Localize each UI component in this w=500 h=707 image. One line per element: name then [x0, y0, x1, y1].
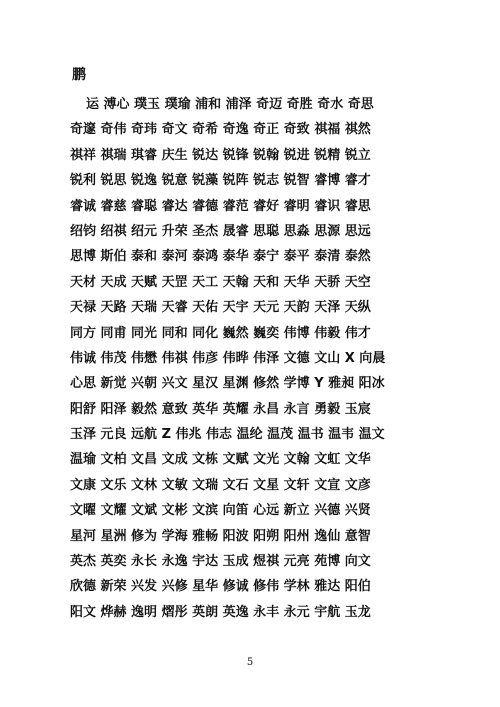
- name-row: 锐利 锐思 锐逸 锐意 锐藻 锐阵 锐志 锐智 睿博 睿才: [70, 173, 371, 189]
- name-row: 温瑜 文柏 文昌 文成 文栋 文赋 文光 文翰 文虹 文华: [70, 452, 371, 468]
- name-row: 同方 同甫 同光 同和 同化 巍然 巍奕 伟博 伟毅 伟才: [70, 325, 371, 341]
- name-row: 伟诚 伟茂 伟懋 伟祺 伟彦 伟晔 伟泽 文德 文山 X 向晨: [70, 350, 386, 366]
- name-row: 运 溥心 璞玉 璞瑜 浦和 浦泽 奇迈 奇胜 奇水 奇思: [86, 97, 374, 112]
- name-row: 玉泽 元良 远航 Z 伟兆 伟志 温纶 温茂 温书 温韦 温文: [70, 427, 385, 443]
- name-row: 思博 斯伯 泰和 泰河 泰鸿 泰华 泰宁 泰平 泰清 泰然: [70, 249, 371, 265]
- name-row: 天禄 天路 天瑞 天睿 天佑 天宇 天元 天韵 天泽 天纵: [70, 300, 371, 316]
- name-row: 文曜 文耀 文斌 文彬 文滨 向笛 心远 新立 兴德 兴贤: [70, 503, 371, 519]
- name-row: 英杰 英奕 永长 永逸 宇达 玉成 煜祺 元亮 苑博 向文: [70, 554, 371, 570]
- name-row: 天材 天成 天赋 天罡 天工 天翰 天和 天华 天骄 天空: [70, 274, 371, 290]
- name-row: 心思 新觉 兴朝 兴文 星汉 星渊 修然 学博 Y 雅昶 阳冰: [70, 376, 385, 392]
- page-heading: 鹏: [72, 67, 87, 83]
- page-number: 5: [246, 657, 254, 668]
- name-row: 欣德 新荣 兴发 兴修 星华 修诚 修伟 学林 雅达 阳伯: [70, 579, 371, 595]
- name-row: 绍钧 绍祺 绍元 升荣 圣杰 晟睿 思聪 思淼 思源 思远: [70, 223, 371, 239]
- name-row: 星河 星洲 修为 学海 雅畅 阳波 阳朔 阳州 逸仙 意智: [70, 528, 371, 544]
- name-row: 文康 文乐 文林 文敏 文瑞 文石 文星 文轩 文宣 文彦: [70, 477, 371, 493]
- name-row: 阳舒 阳泽 毅然 意致 英华 英耀 永昌 永言 勇毅 玉宸: [70, 401, 371, 417]
- name-row: 奇邃 奇伟 奇玮 奇文 奇希 奇逸 奇正 奇致 祺福 祺然: [70, 122, 371, 138]
- name-row: 睿诚 睿慈 睿聪 睿达 睿德 睿范 睿好 睿明 睿识 睿思: [70, 198, 371, 214]
- name-list: [70, 92, 430, 625]
- name-row: 阳文 烨赫 逸明 熠彤 英朗 英逸 永丰 永元 宇航 玉龙: [70, 604, 371, 620]
- name-row: 祺祥 祺瑞 琪睿 庆生 锐达 锐锋 锐翰 锐进 锐精 锐立: [70, 147, 371, 163]
